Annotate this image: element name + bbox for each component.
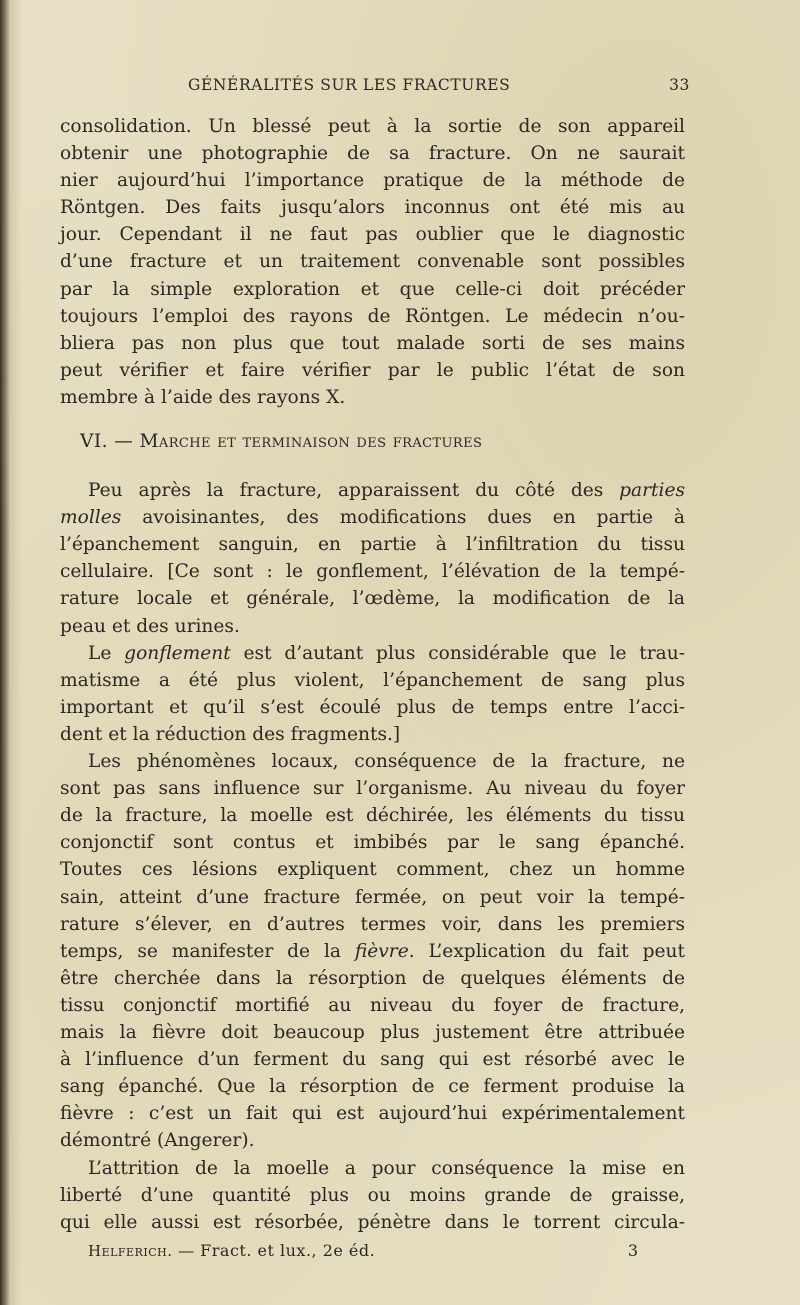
text-line: sang épanché. Que la résorption de ce ferment produise la: [60, 1076, 685, 1097]
text-line: fièvre : c’est un fait qui est aujourd’hui expérimentalement: [60, 1103, 685, 1124]
italic-emphasis: gonflement: [124, 643, 231, 664]
text-line: rature s’élever, en d’autres termes voir, dans les premiers: [60, 914, 685, 935]
section-heading-text: VI. — Marche et terminaison des fractures: [80, 431, 483, 452]
text-line: matisme a été plus violent, l’épanchement de sang plus: [60, 670, 685, 691]
text-line: qui elle aussi est résorbée, pénètre dans le torrent circula-: [60, 1212, 685, 1233]
running-head: [60, 76, 690, 100]
text-line: Les phénomènes locaux, conséquence de la fracture, ne: [88, 751, 685, 772]
page-footer: [88, 1238, 638, 1264]
sheet-number: 3: [627, 1241, 638, 1260]
text-line: rature locale et générale, l’œdème, la modification de la: [60, 588, 685, 609]
text-line: jour. Cependant il ne faut pas oublier que le diagnostic: [60, 224, 685, 245]
text-line: par la simple exploration et que celle-ci doit précéder: [60, 279, 685, 300]
text-line: dent et la réduction des fragments.]: [60, 724, 401, 745]
running-head-title: GÉNÉRALITÉS SUR LES FRACTURES: [188, 76, 511, 94]
text-line: cellulaire. [Ce sont : le gonflement, l’élévation de la tempé-: [60, 561, 685, 582]
text-line: sont pas sans influence sur l’organisme. Au niveau du foyer: [60, 778, 685, 799]
text-line: important et qu’il s’est écoulé plus de temps entre l’acci-: [60, 697, 685, 718]
text-line: mais la fièvre doit beaucoup plus justement être attribuée: [60, 1022, 685, 1043]
page-number: 33: [669, 76, 690, 94]
text-line: consolidation. Un blessé peut à la sortie de son appareil: [60, 116, 685, 137]
text-line: L’attrition de la moelle a pour conséquence la mise en: [88, 1158, 685, 1179]
text-line: molles avoisinantes, des modifications dues en partie à: [60, 507, 685, 528]
text-line: conjonctif sont contus et imbibés par le sang épanché.: [60, 832, 685, 853]
footer-signature: Helferich. — Fract. et lux., 2e éd.: [88, 1241, 376, 1260]
footer-author: Helferich.: [88, 1242, 173, 1260]
text-line: Toutes ces lésions expliquent comment, chez un homme: [60, 859, 685, 880]
text-line: démontré (Angerer).: [60, 1130, 255, 1151]
text-line: d’une fracture et un traitement convenable sont possibles: [60, 251, 685, 272]
text-line: obtenir une photographie de sa fracture. On ne saurait: [60, 143, 685, 164]
section-heading: [80, 428, 670, 456]
text-line: de la fracture, la moelle est déchirée, les éléments du tissu: [60, 805, 685, 826]
text-line: nier aujourd’hui l’importance pratique de la méthode de: [60, 170, 685, 191]
text-line: bliera pas non plus que tout malade sorti de ses mains: [60, 333, 685, 354]
text-line: peut vérifier et faire vérifier par le public l’état de son: [60, 360, 685, 381]
text-line: Le gonflement est d’autant plus considérable que le trau-: [88, 643, 685, 664]
text-line: sain, atteint d’une fracture fermée, on peut voir la tempé-: [60, 887, 685, 908]
text-line: être cherchée dans la résorption de quelques éléments de: [60, 968, 685, 989]
italic-emphasis: molles: [60, 507, 122, 528]
text-line: Röntgen. Des faits jusqu’alors inconnus ont été mis au: [60, 197, 685, 218]
text-line: Peu après la fracture, apparaissent du côté des parties: [88, 480, 685, 501]
text-line: à l’influence d’un ferment du sang qui est résorbé avec le: [60, 1049, 685, 1070]
italic-emphasis: fièvre: [354, 941, 409, 962]
text-line: liberté d’une quantité plus ou moins grande de graisse,: [60, 1185, 685, 1206]
text-line: tissu conjonctif mortifié au niveau du foyer de fracture,: [60, 995, 685, 1016]
text-line: membre à l’aide des rayons X.: [60, 387, 346, 408]
text-line: temps, se manifester de la fièvre. L’explication du fait peut: [60, 941, 686, 962]
text-line: peau et des urines.: [60, 616, 240, 637]
italic-emphasis: parties: [619, 480, 685, 501]
text-line: toujours l’emploi des rayons de Röntgen. Le médecin n’ou-: [60, 306, 685, 327]
text-line: l’épanchement sanguin, en partie à l’infiltration du tissu: [60, 534, 685, 555]
